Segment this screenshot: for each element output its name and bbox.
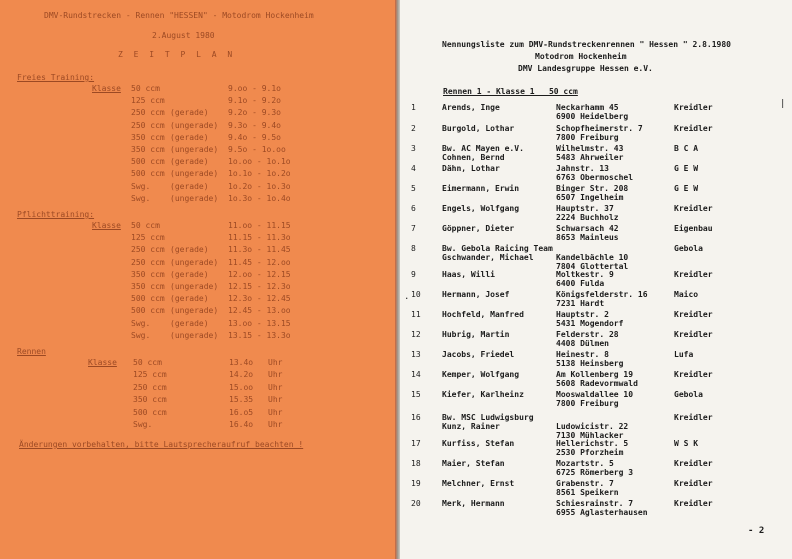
pflicht-time: 13.15 - 13.3o [228,330,291,340]
entry-number: 3 [411,144,416,153]
entry-address: Grabenstr. 7 [556,479,614,488]
entry-address: Kandelbächle 10 [556,253,629,262]
schedule-date: 2.August 1980 [152,31,215,40]
entry-address: Hellerichstr. 5 [556,439,629,448]
rennen-time: 15.oo [229,382,254,392]
rennen-ccm: 50 ccm [133,358,162,367]
rennen-ccm: Swg. [133,420,153,429]
entry-name: Kiefer, Karlheinz [442,390,524,399]
entry-number: 4 [411,164,416,173]
entry-make: G E W [674,184,699,193]
training-category: (ungerade) [170,145,219,154]
entry-address: Hauptstr. 2 [556,310,609,319]
entry-name: Burgold, Lothar [442,124,515,133]
entry-make: Maico [674,290,699,299]
entry-address: 6900 Heidelberg [556,112,629,121]
entry-make: Kreidler [674,270,713,279]
entry-address: 6725 Römerberg 3 [556,468,634,477]
entry-name: Hochfeld, Manfred [442,310,524,319]
entry-number: 19 [411,479,421,488]
pflicht-category: (ungerade) [170,330,219,340]
entries-header-2: Motodrom Hockenheim [535,52,627,61]
entry-address: Schopfheimerstr. 7 [556,124,643,133]
rennen-ccm: 500 ccm [133,407,167,417]
entry-make: B C A [674,144,699,153]
pflicht-heading: Pflichttraining: [17,210,95,219]
rennen-unit: Uhr [268,420,283,429]
rennen-time: 15.35 [229,395,254,405]
entry-address: 6507 Ingelheim [556,193,624,202]
pflicht-time: 11.3o - 11.45 [228,245,291,255]
entry-name: Melchner, Ernst [442,479,515,488]
pflicht-time: 12.oo - 12.15 [228,269,291,279]
rennen-unit: Uhr [268,358,283,367]
entry-address: 6763 Obermoschel [556,173,634,182]
entry-name: Cohnen, Bernd [442,153,505,162]
entry-name: Bw. AC Mayen e.V. [442,144,524,153]
entry-number: 1 [411,103,416,112]
entries-header-3: DMV Landesgruppe Hessen e.V. [518,64,653,73]
entry-address: Felderstr. 28 [556,330,619,339]
training-ccm: 500 ccm [131,157,165,167]
training-class-label: Klasse [92,84,121,93]
entry-name: Kemper, Wolfgang [442,370,520,379]
entry-number: 12 [411,330,421,339]
pflicht-category: (ungerade) [170,257,219,267]
pflicht-ccm: 50 ccm [131,221,160,230]
entry-number: 14 [411,370,421,379]
entry-make: Kreidler [674,124,713,133]
entry-number: 7 [411,224,416,233]
entry-address: 7130 Mühlacker [556,431,624,440]
pflicht-time: 13.oo - 13.15 [228,318,291,328]
training-ccm: 500 ccm [131,169,165,179]
pflicht-time: 12.45 - 13.oo [228,306,291,316]
rennen-time: 14.2o [229,370,254,380]
entry-address: Mozartstr. 5 [556,459,614,468]
schedule-note: Änderungen vorbehalten, bitte Lautsprecheraufruf beachten ! [19,440,304,449]
entry-number: 6 [411,204,416,213]
entry-number: 13 [411,350,421,359]
pflicht-class-label: Klasse [92,221,121,230]
rennen-unit: Uhr [268,395,283,405]
entry-make: Kreidler [674,103,713,112]
entry-address: Königsfelderstr. 16 [556,290,648,299]
entry-address: Am Kollenberg 19 [556,370,634,379]
entry-name: Kunz, Rainer [442,422,500,431]
rennen-ccm: 125 ccm [133,370,167,380]
entry-name: Kurfiss, Stefan [442,439,515,448]
training-ccm: Swg. [131,181,151,191]
entry-make: Kreidler [674,499,713,508]
pflicht-category: (gerade) [170,245,209,255]
entry-make: Kreidler [674,204,713,213]
pflicht-ccm: 500 ccm [131,306,165,316]
training-time: 9.5o - 1o.oo [228,145,286,154]
entry-number: 8 [411,244,416,253]
entry-address: 5138 Heinsberg [556,359,624,368]
training-category: (ungerade) [170,169,219,179]
pflicht-ccm: Swg. [131,318,151,328]
training-ccm: 125 ccm [131,96,165,106]
pflicht-category: (gerade) [170,318,209,328]
entry-name: Göppner, Dieter [442,224,515,233]
entry-name: Bw. MSC Ludwigsburg [442,413,534,422]
rennen-ccm: 350 ccm [133,395,167,405]
pflicht-category: (ungerade) [170,282,219,291]
entry-address: 2530 Pforzheim [556,448,624,457]
entry-make: G E W [674,164,699,173]
pflicht-time: 11.45 - 12.oo [228,257,291,267]
left-header: DMV-Rundstrecken - Rennen "HESSEN" - Motodrom Hockenheim [44,11,314,20]
entry-address: 4408 Dülmen [556,339,609,348]
entry-address: Binger Str. 208 [556,184,629,193]
entry-make: Kreidler [674,479,713,488]
entry-number: 18 [411,459,421,468]
entry-name: Eimermann, Erwin [442,184,520,193]
entry-address: 8653 Mainleus [556,233,619,242]
entry-make: Kreidler [674,330,713,339]
entry-number: 15 [411,390,421,399]
entry-address: Ludowicistr. 22 [556,422,629,431]
pflicht-time: 11.15 - 11.3o [228,233,291,243]
entry-number: 20 [411,499,421,508]
pflicht-ccm: 350 ccm [131,269,165,279]
entry-number: 2 [411,124,416,133]
pflicht-ccm: 250 ccm [131,257,165,267]
entry-address: Jahnstr. 13 [556,164,609,173]
right-page-entries [400,0,792,559]
pflicht-time: 12.15 - 12.3o [228,282,291,291]
entry-address: Heinestr. 8 [556,350,609,359]
entry-name: Engels, Wolfgang [442,204,520,213]
training-category: (gerade) [170,132,209,142]
rennen-time: 16.4o [229,420,254,429]
entry-name: Arends, Inge [442,103,500,112]
training-category: (ungerade) [170,193,219,203]
training-time: 9.1o - 9.2o [228,96,281,106]
entry-address: Moltkestr. 9 [556,270,614,279]
entry-make: Kreidler [674,413,713,422]
training-time: 9.3o - 9.4o [228,120,281,130]
entry-make: W S K [674,439,699,448]
entry-address: 6400 Fulda [556,279,605,288]
training-ccm: 250 ccm [131,108,165,118]
training-category: (ungerade) [170,120,219,130]
entry-address: Schwarsach 42 [556,224,619,233]
entry-address: 7800 Freiburg [556,133,619,142]
entry-make: Lufa [674,350,694,359]
entry-name: Maier, Stefan [442,459,505,468]
training-category: (gerade) [170,108,209,118]
entry-address: 6955 Aglasterhausen [556,508,648,517]
entry-make: Gebola [674,390,703,399]
entry-address: Schiesrainstr. 7 [556,499,634,508]
training-category: (gerade) [170,181,209,191]
pflicht-category: (ungerade) [170,306,219,316]
entry-address: 5431 Mogendorf [556,319,624,328]
training-ccm: 350 ccm [131,132,165,142]
rennen-time: 16.o5 [229,407,254,417]
entry-name: Haas, Willi [442,270,495,279]
entry-address: 7804 Glottertal [556,262,629,271]
rennen-time: 13.4o [229,358,254,367]
schedule-title: Z E I T P L A N [118,50,236,59]
pflicht-ccm: 500 ccm [131,294,165,304]
entry-make: Kreidler [674,459,713,468]
entry-number: 17 [411,439,421,448]
race-heading: Rennen 1 - Klasse 1 50 ccm [443,87,578,96]
entry-address: 7231 Hardt [556,299,605,308]
entry-name: Bw. Gebola Raicing Team [442,244,553,253]
rennen-unit: Uhr [268,370,283,380]
pflicht-ccm: 350 ccm [131,282,165,291]
pflicht-time: 12.3o - 12.45 [228,294,291,304]
training-category: (gerade) [170,157,209,167]
rennen-class-label: Klasse [88,358,117,367]
training-time: 9.oo - 9.1o [228,84,281,93]
entry-address: 7800 Freiburg [556,399,619,408]
pflicht-ccm: 125 ccm [131,233,165,243]
training-time: 1o.3o - 1o.4o [228,193,291,203]
entry-make: Kreidler [674,370,713,379]
entry-number: 10 [411,290,421,299]
pflicht-ccm: Swg. [131,330,151,340]
rennen-unit: Uhr [268,382,283,392]
entry-name: Jacobs, Friedel [442,350,515,359]
entry-number: 11 [411,310,421,319]
rennen-ccm: 250 ccm [133,382,167,392]
entry-number: 16 [411,413,421,422]
entry-address: Hauptstr. 37 [556,204,614,213]
entry-address: Mooswaldallee 10 [556,390,634,399]
pflicht-ccm: 250 ccm [131,245,165,255]
rennen-unit: Uhr [268,407,283,417]
entry-address: Wilhelmstr. 43 [556,144,624,153]
margin-mark: | [780,99,786,109]
entry-name: Gschwander, Michael [442,253,534,262]
entry-name: Merk, Hermann [442,499,505,508]
pflicht-category: (gerade) [170,294,209,304]
entry-address: 2224 Buchholz [556,213,619,222]
entry-number: 5 [411,184,416,193]
training-ccm: 350 ccm [131,145,165,154]
entry-address: 8561 Speikern [556,488,619,497]
entry-address: 5483 Ahrweiler [556,153,624,162]
training-heading: Freies Training: [17,73,95,82]
training-time: 1o.1o - 1o.2o [228,169,291,179]
margin-dot: . [404,292,410,302]
training-time: 1o.oo - 1o.1o [228,157,291,167]
entry-make: Kreidler [674,310,713,319]
training-ccm: Swg. [131,193,151,203]
rennen-heading: Rennen [17,347,46,356]
page-number: - 2 [748,526,765,536]
entry-number: 9 [411,270,416,279]
entry-make: Gebola [674,244,703,253]
training-ccm: 50 ccm [131,84,160,93]
entry-name: Hermann, Josef [442,290,510,299]
training-ccm: 250 ccm [131,120,165,130]
training-time: 9.2o - 9.3o [228,108,281,118]
training-time: 9.4o - 9.5o [228,132,281,142]
pflicht-time: 11.oo - 11.15 [228,221,291,230]
pflicht-category: (gerade) [170,269,209,279]
entry-address: 5608 Radevormwald [556,379,638,388]
entry-name: Hubrig, Martin [442,330,510,339]
entry-address: Neckarhamm 45 [556,103,619,112]
entries-header-1: Nennungsliste zum DMV-Rundstreckenrennen " Hessen " 2.8.1980 [442,40,731,49]
entry-name: Dähn, Lothar [442,164,500,173]
training-time: 1o.2o - 1o.3o [228,181,291,191]
entry-make: Eigenbau [674,224,713,233]
